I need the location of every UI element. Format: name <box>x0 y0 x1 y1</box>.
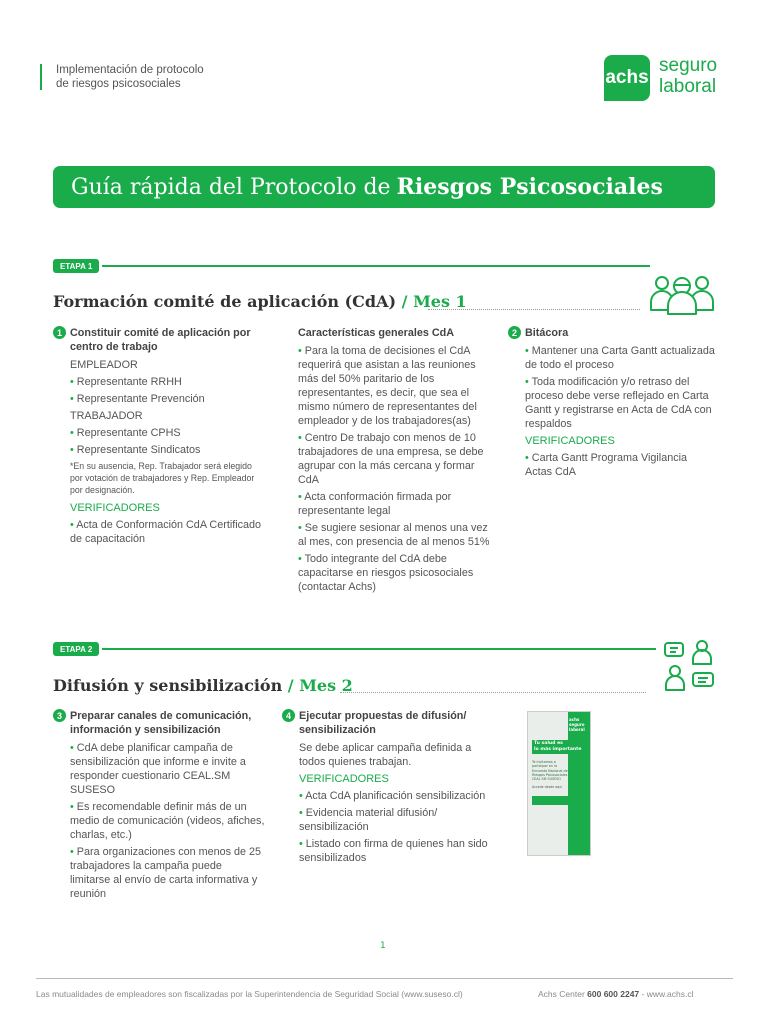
cda-item: Acta conformación firmada por representante legal <box>298 491 452 517</box>
cda-item: Centro De trabajo con menos de 10 trabajadores de una empresa, se debe agrupar con la más cercana y formar CdA <box>298 432 484 486</box>
ver-item: Acta CdA planificación sensibilización <box>305 790 486 802</box>
emp-item: Representante Prevención <box>76 393 205 405</box>
bitacora-heading: Bitácora <box>525 327 569 339</box>
trabajador-label: TRABAJADOR <box>70 410 143 422</box>
etapa2-title <box>53 676 353 695</box>
etapa1-title-text: Formación comité de aplicación (CdA) <box>53 292 397 311</box>
etapa1-title-sep: / <box>401 292 408 311</box>
etapa2-title-text: Difusión y sensibilización <box>53 676 283 695</box>
achs-logo-badge: achs <box>604 55 650 101</box>
canal-item: Es recomendable definir más de un medio de comunicación (videos, afiches, charlas, etc.) <box>70 801 265 841</box>
logo-line1: seguro <box>659 55 718 76</box>
header-accent-line <box>40 64 42 90</box>
cda-item: Todo integrante del CdA debe capacitarse en riesgos psicosociales (contactar Achs) <box>298 553 474 593</box>
step-number-2: 2 <box>508 326 521 339</box>
poster-logo <box>569 717 590 732</box>
cda-item: Para la toma de decisiones el CdA requerirá que asistan a las reuniones más del 50% paritario de los representantes, es decir, que sea el mismo número de representantes del empleador y de los trabajadores(as) <box>298 345 477 427</box>
emp-item: Representante RRHH <box>76 376 182 388</box>
etapa2-dotted-line <box>340 692 646 693</box>
step3-heading: Preparar canales de comunicación, información y sensibilización <box>70 710 252 736</box>
etapa1-column-1: 1 Constituir comité de aplicación por centro de trabajo EMPLEADOR • Representante RRHH • Representante Prevención TRABAJADOR • Representante CPHS • Representante Sindicatos *En su ausencia, Rep. Trabajador será elegido por votación de trabajadores y Rep. Empleador por designación. VERIFICADORES • Acta de Conformación CdA Certificado de capacitación <box>53 326 265 549</box>
document-subtitle-line2: de riesgos psicosociales <box>56 78 181 90</box>
step-number-3: 3 <box>53 709 66 722</box>
step-number-1: 1 <box>53 326 66 339</box>
step-number-4: 4 <box>282 709 295 722</box>
poster-bar <box>532 796 588 805</box>
document-subtitle <box>56 63 204 91</box>
etapa2-title-sep: / <box>287 676 294 695</box>
banner-prefix: Guía rápida del Protocolo de <box>71 174 391 200</box>
poster-cta: Accede desde aquí <box>532 785 563 789</box>
step1-heading: Constituir comité de aplicación por centro de trabajo <box>70 327 251 353</box>
bitacora-item: Mantener una Carta Gantt actualizada de todo el proceso <box>525 345 715 371</box>
etapa2-column-2: 4 Ejecutar propuestas de difusión/ sensibilización Se debe aplicar campaña definida a todos quienes trabajan. VERIFICADORES • Acta CdA planificación sensibilización • Evidencia material difusión/ sensibilización • Listado con firma de quienes han sido sensibilizados <box>282 709 492 868</box>
etapa1-dotted-line <box>428 309 640 310</box>
poster-body: Te invitamos a participar en la Encuesta Nacional de Riesgos Psicosociales CEAL SM SUSESO <box>532 760 568 782</box>
etapa2-line <box>102 648 656 650</box>
verificadores-label: VERIFICADORES <box>70 502 160 514</box>
step4-heading: Ejecutar propuestas de difusión/ sensibilización <box>299 710 467 736</box>
footer-center-label: Achs Center <box>538 989 585 999</box>
poster-logo-badge: achs <box>569 717 580 722</box>
footer-phone: 600 600 2247 <box>587 989 640 999</box>
achs-logo-text <box>659 55 717 97</box>
document-subtitle-line1: Implementación de protocolo <box>56 64 204 76</box>
poster-headline-2: lo más importante <box>534 747 582 752</box>
guide-title-banner <box>53 166 715 208</box>
poster-headline <box>532 740 586 754</box>
trab-item: Representante Sindicatos <box>76 444 201 456</box>
footer-legal: Las mutualidades de empleadores son fiscalizadas por la Superintendencia de Seguridad Social (www.suseso.cl) <box>36 989 463 999</box>
ver-item: Carta Gantt Programa Vigilancia Actas CdA <box>525 452 688 478</box>
empleador-note: *En su ausencia, Rep. Trabajador será elegido por votación de trabajadores y Rep. Empleador por designación. <box>70 461 255 495</box>
poster-headline-1: Tu salud es <box>534 741 563 746</box>
step4-text: Se debe aplicar campaña definida a todos quienes trabajan. <box>299 742 472 768</box>
footer-divider <box>36 978 733 979</box>
etapa2-pill: ETAPA 2 <box>53 642 99 656</box>
footer-contact <box>538 989 694 999</box>
trab-item: Representante CPHS <box>76 427 181 439</box>
etapa1-line <box>102 265 650 267</box>
page-number: 1 <box>380 941 386 951</box>
ver-item: Acta de Conformación CdA Certificado de capacitación <box>70 519 262 545</box>
verificadores-label: VERIFICADORES <box>525 435 615 447</box>
canal-item: Para organizaciones con menos de 25 trabajadores la campaña puede limitarse al envío de carta informativa y reunión <box>70 846 262 900</box>
ver-item: Listado con firma de quienes han sido sensibilizados <box>299 838 488 864</box>
logo-line2: laboral <box>659 76 717 97</box>
poster-logo-text: seguro laboral <box>569 722 585 732</box>
etapa1-column-2: Características generales CdA • Para la toma de decisiones el CdA requerirá que asistan a las reuniones más del 50% paritario de los representantes, es decir, que sea el mismo número de representantes del empleador y de los trabajadores(as) • Centro De trabajo con menos de 10 trabajadores de una empresa, se debe agrupar con la más cercana y formar CdA • Acta conformación firmada por representante legal • Se sugiere sesionar al menos una vez al mes, con presencia de al menos 51% • Todo integrante del CdA debe capacitarse en riesgos psicosociales (contactar Achs) <box>298 327 490 593</box>
committee-people-icon <box>648 270 716 316</box>
etapa1-month: Mes 1 <box>413 292 467 311</box>
banner-bold: Riesgos Psicosociales <box>396 174 663 200</box>
footer-sep: - <box>641 989 645 999</box>
bitacora-item: Toda modificación y/o retraso del proceso debe verse reflejado en Carta Gantt y registrarse en Acta de CdA con respaldos <box>525 376 712 430</box>
cda-item: Se sugiere sesionar al menos una vez al mes, con presencia de al menos 51% <box>298 522 490 548</box>
etapa1-column-3: 2 Bitácora • Mantener una Carta Gantt actualizada de todo el proceso • Toda modificación y/o retraso del proceso debe verse reflejado en Carta Gantt y registrarse en Acta de CdA con respaldos VERIFICADORES • Carta Gantt Programa Vigilancia Actas CdA <box>508 326 716 482</box>
etapa1-pill: ETAPA 1 <box>53 259 99 273</box>
ver-item: Evidencia material difusión/ sensibilización <box>299 807 438 833</box>
cda-heading: Características generales CdA <box>298 327 455 339</box>
etapa2-month: Mes 2 <box>299 676 353 695</box>
canal-item: CdA debe planificar campaña de sensibilización que informe e invite a responder cuestionario CEAL.SM SUSESO <box>70 742 246 796</box>
verificadores-label: VERIFICADORES <box>299 773 389 785</box>
etapa2-column-1: 3 Preparar canales de comunicación, información y sensibilización • CdA debe planificar campaña de sensibilización que informe e invite a responder cuestionario CEAL.SM SUSESO • Es recomendable definir más de un medio de comunicación (videos, afiches, charlas, etc.) • Para organizaciones con menos de 25 trabajadores la campaña puede limitarse al envío de carta informativa y reunión <box>53 709 265 904</box>
footer-site: www.achs.cl <box>646 989 694 999</box>
etapa1-title <box>53 292 467 311</box>
communication-people-icon <box>662 638 716 692</box>
campaign-poster-thumbnail <box>527 711 591 856</box>
empleador-label: EMPLEADOR <box>70 359 138 371</box>
